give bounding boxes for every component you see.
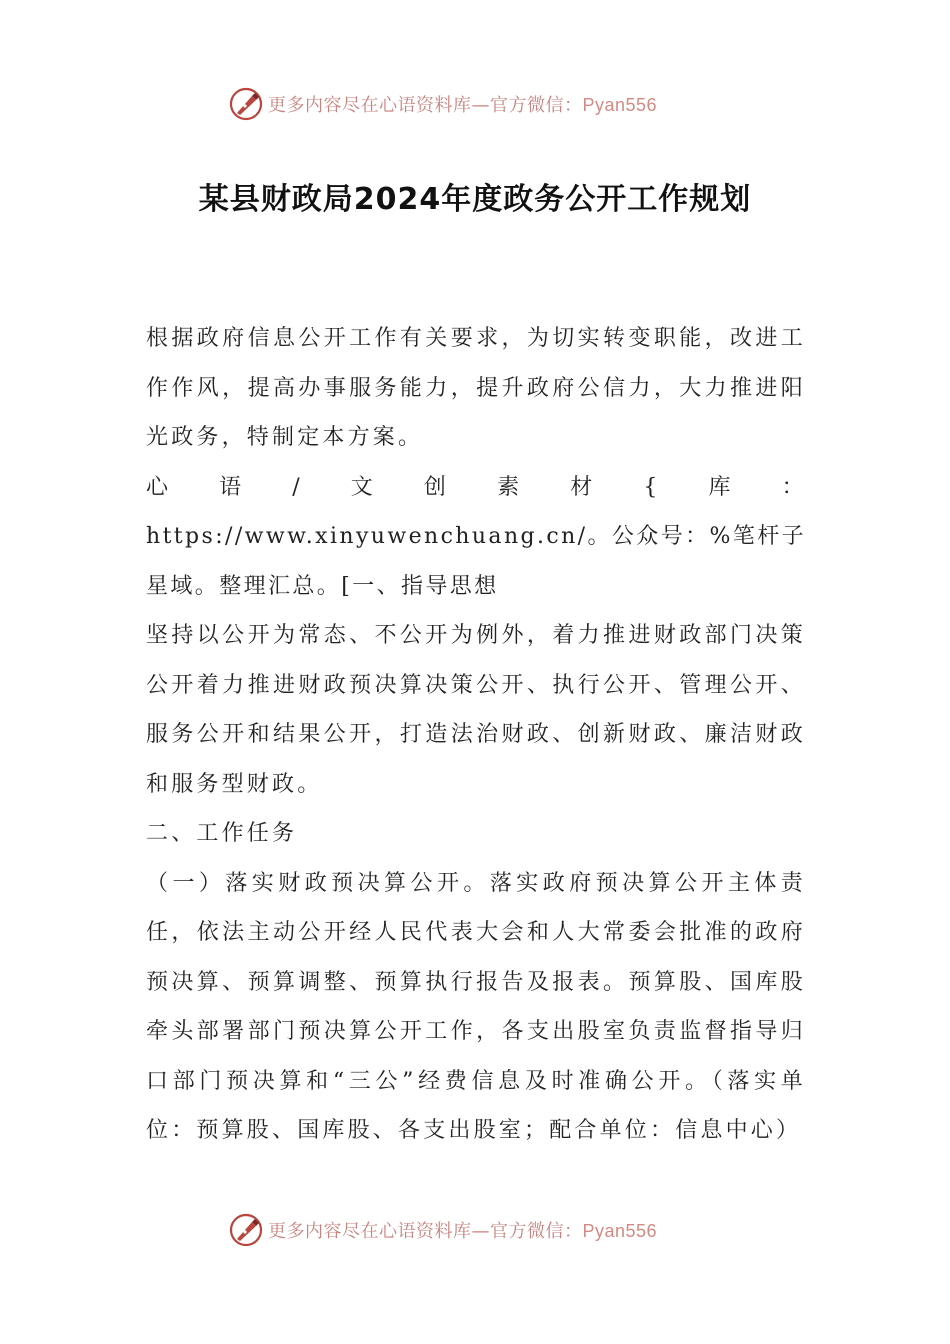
section-heading-tasks: 二、工作任务: [146, 821, 298, 846]
header-banner: [228, 84, 657, 124]
pen-nib-logo-icon: [228, 1212, 264, 1248]
banner-label: 更多内容尽在心语资料库—官方微信：: [268, 95, 583, 116]
footer-banner: [228, 1210, 657, 1250]
pen-nib-logo-icon: [228, 86, 264, 122]
banner-wechat-id: Pyan556: [582, 1221, 658, 1241]
banner-label: 更多内容尽在心语资料库—官方微信：: [268, 1221, 583, 1242]
document-title: 某县财政局2024年度政务公开工作规划: [198, 182, 752, 217]
banner-text: [268, 91, 657, 117]
paragraph-intro: 根据政府信息公开工作有关要求，为切实转变职能，改进工作作风，提高办事服务能力，提升政府公信力，大力推进阳光政务，特制定本方案。: [146, 326, 806, 450]
banner-wechat-id: Pyan556: [582, 95, 658, 115]
document-body: [146, 314, 806, 1156]
banner-text: [268, 1217, 657, 1243]
paragraph-guiding-principle: 坚持以公开为常态、不公开为例外，着力推进财政部门决策公开着力推进财政预决算决策公开、执行公开、管理公开、服务公开和结果公开，打造法治财政、创新财政、廉洁财政和服务型财政。: [146, 623, 806, 797]
paragraph-source-note: 心语/文创素材{库：https://www.xinyuwenchuang.cn/。公众号：%笔杆子星域。整理汇总。[一、指导思想: [146, 474, 806, 599]
paragraph-task-1: （一）落实财政预决算公开。落实政府预决算公开主体责任，依法主动公开经人民代表大会和人大常委会批准的政府预决算、预算调整、预算执行报告及报表。预算股、国库股牵头部署部门预决算公开工作，各支出股室负责监督指导归口部门预决算和“三公”经费信息及时准确公开。（落实单位：预算股、国库股、各支出股室；配合单位：信息中心）: [146, 870, 806, 1143]
